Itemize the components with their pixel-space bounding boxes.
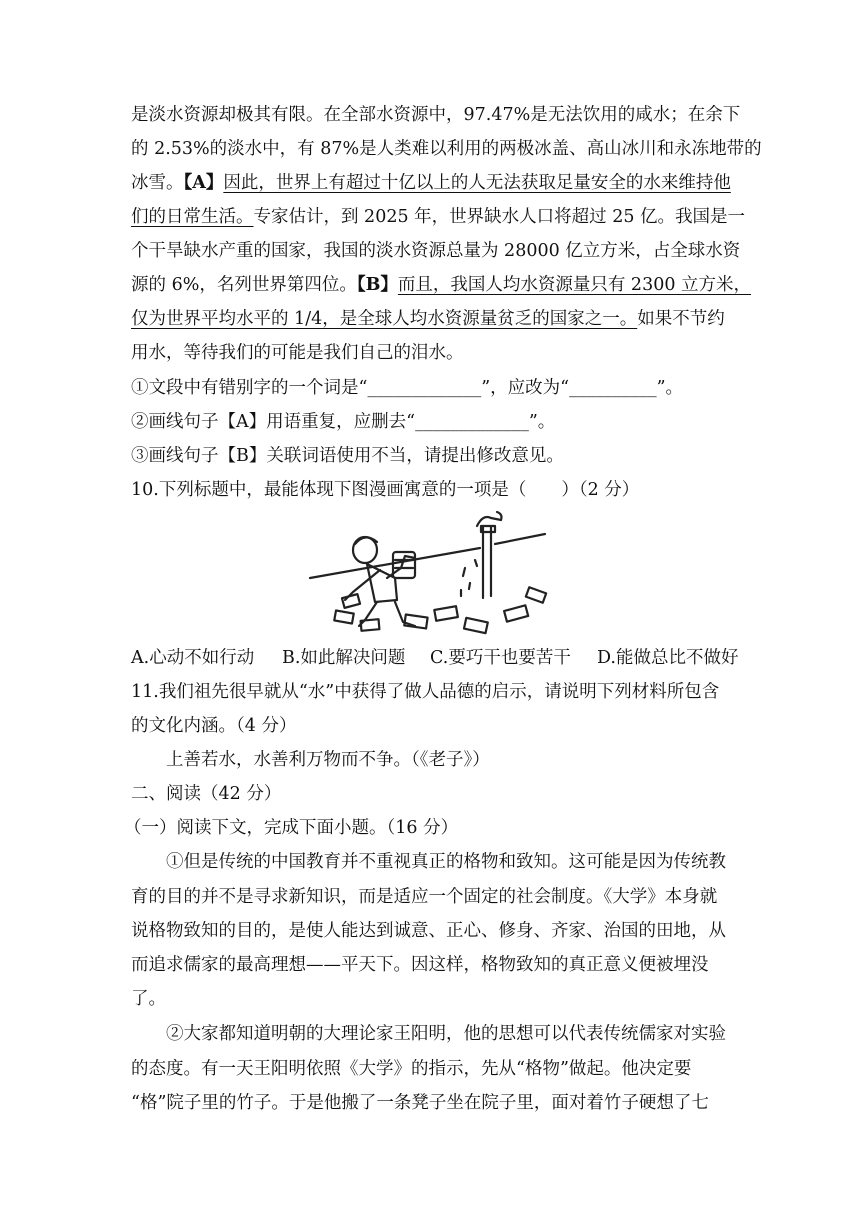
option-c[interactable]: C.要巧干也要苦干 — [430, 648, 571, 668]
question-11-line-1: 11.我们祖先很早就从“水”中获得了做人品德的启示，请说明下列材料所包含 — [131, 682, 720, 702]
passage-line-5: 个干旱缺水产重的国家，我国的淡水资源总量为 28000 亿立方米，占全球水资 — [131, 241, 741, 261]
question-9-part-1: ①文段中有错别字的一个词是“_____________”，应改为“__________”。 — [131, 378, 684, 398]
reading-paragraph-1-line-2: 育的目的并不是寻求新知识，而是适应一个固定的社会制度。《大学》本身就 — [131, 887, 718, 907]
passage-text: 源的 6%，名列世界第四位。 — [131, 275, 357, 295]
question-10-options — [131, 646, 738, 670]
underlined-sentence-b: 而且，我国人均水资源量只有 2300 立方米， — [397, 275, 752, 295]
reading-paragraph-2-line-1: ②大家都知道明朝的大理论家王阳明，他的思想可以代表传统儒家对实验 — [166, 1024, 726, 1044]
section-title: 二、阅读（42 分） — [131, 784, 282, 804]
passage-line-1: 是淡水资源却极其有限。在全部水资源中，97.47%是无法饮用的咸水；在余下 — [131, 105, 741, 125]
passage-text: 如果不节约 — [637, 309, 725, 329]
passage-line-3 — [131, 171, 731, 195]
underlined-sentence-a: 因此，世界上有超过十亿以上的人无法获取足量安全的水来维持他 — [223, 173, 731, 193]
passage-line-4 — [131, 205, 746, 229]
reading-paragraph-2-line-3: “格”院子里的竹子。于是他搬了一条凳子坐在院子里，面对着竹子硬想了七 — [131, 1093, 709, 1113]
marker-b: 【B】 — [356, 275, 398, 295]
passage-text: 冰雪。 — [131, 173, 184, 193]
reading-paragraph-2-line-2: 的态度。有一天王阳明依照《大学》的指示，先从“格物”做起。他决定要 — [131, 1059, 692, 1079]
option-a[interactable]: A.心动不如行动 — [131, 648, 255, 668]
question-11-line-2: 的文化内涵。（4 分） — [131, 716, 297, 736]
reading-paragraph-1-line-5: 了。 — [131, 989, 166, 1009]
cartoon-illustration — [305, 508, 550, 636]
laozi-quote: 上善若水，水善利万物而不争。（《老子》） — [166, 750, 490, 770]
option-b[interactable]: B.如此解决问题 — [282, 648, 406, 668]
reading-paragraph-1-line-3: 说格物致知的目的，是使人能达到诚意、正心、修身、齐家、治国的田地，从 — [131, 921, 726, 941]
underlined-sentence-b-end: 仅为世界平均水平的 1/4，是全球人均水资源量贫乏的国家之一。 — [131, 309, 638, 329]
underlined-sentence-a-end: 们的日常生活。 — [131, 207, 254, 227]
reading-instruction: （一）阅读下文，完成下面小题。（16 分） — [124, 818, 459, 838]
passage-line-2: 的 2.53%的淡水中，有 87%是人类难以利用的两极冰盖、高山冰川和永冻地带的 — [131, 139, 762, 159]
passage-line-8: 用水，等待我们的可能是我们自己的泪水。 — [131, 343, 464, 363]
question-9-part-3: ③画线句子【B】关联词语使用不当，请提出修改意见。 — [131, 446, 564, 466]
passage-text: 专家估计，到 2025 年，世界缺水人口将超过 25 亿。我国是一 — [253, 207, 746, 227]
marker-a: 【A】 — [183, 173, 224, 193]
passage-line-7 — [131, 307, 731, 331]
question-10-stem: 10.下列标题中，最能体现下图漫画寓意的一项是（ ）（2 分） — [131, 480, 640, 500]
reading-paragraph-1-line-1: ①但是传统的中国教育并不重视真正的格物和致知。这可能是因为传统教 — [166, 852, 726, 872]
question-9-part-2: ②画线句子【A】用语重复，应删去“_____________”。 — [131, 412, 556, 432]
reading-paragraph-1-line-4: 而追求儒家的最高理想——平天下。因这样，格物致知的真正意义便被埋没 — [131, 955, 709, 975]
option-d[interactable]: D.能做总比不做好 — [597, 648, 739, 668]
passage-line-6 — [131, 273, 752, 297]
